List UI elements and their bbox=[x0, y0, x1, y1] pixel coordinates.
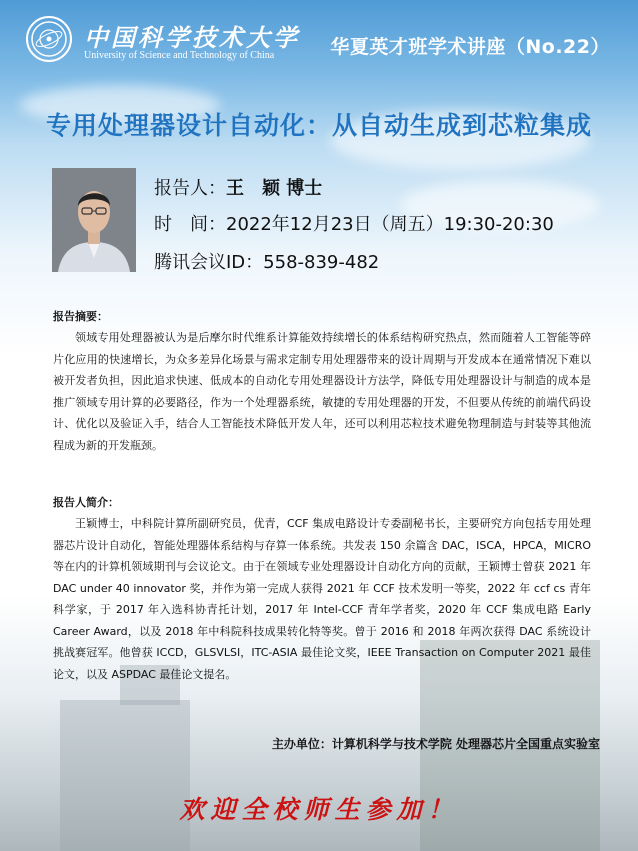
meeting-line bbox=[154, 248, 379, 274]
time-value: 2022年12月23日（周五）19:30-20:30 bbox=[226, 214, 554, 235]
header bbox=[0, 0, 638, 75]
university-name-en: University of Science and Technology of China bbox=[84, 50, 275, 61]
abstract-text: 领域专用处理器被认为是后摩尔时代维系计算能效持续增长的体系结构研究热点，然而随着人工智能等碎片化应用的快速增长，为众多差异化场景与需求定制专用处理器带来的设计周期与开发成本在通常情况下难以被开发者负担，因此追求快速、低成本的自动化专用处理器设计方法学，降低专用处理器设计与制造的成本是推广领域专用计算的必要路径，作为一个处理器系统，敏捷的专用处理器的开发，不但要从传统的前端代码设计、优化以及验证入手，结合人工智能技术降低开发人年，还可以利用芯粒技术避免物理制造与封装等其他流程成为新的开发瓶颈。 bbox=[53, 331, 591, 452]
speaker-line bbox=[154, 174, 322, 200]
bio-label: 报告人简介： bbox=[53, 496, 119, 509]
speaker-name: 王 颖 博士 bbox=[226, 178, 323, 199]
university-name-cn: 中国科学技术大学 bbox=[84, 23, 300, 52]
welcome-slogan: 欢迎全校师生参加！ bbox=[179, 795, 459, 824]
time-label: 时 间： bbox=[154, 214, 226, 235]
bio-text: 王颖博士，中科院计算所副研究员，优青，CCF 集成电路设计专委副秘书长，主要研究方向包括专用处理器芯片设计自动化，智能处理器体系结构与存算一体系统。共发表 150 余篇含 DAC，ISCA，HPCA，MICRO 等在内的计算机领域期刊与会议论文。由于在领域专业处理器设计自动化方向的贡献，王颖博士曾获 2021 年 DAC under 40 innovator 奖，并作为第一完成人获得 2021 年 CCF 技术发明一等奖，2022 年 ccf cs 青年科学家，于 2017 年入选科协青托计划，2017 年 Intel-CCF 青年学者奖，2020 年 CCF 集成电路 Early Career Award，以及 2018 年中科院科技成果转化特等奖。曾于 2016 和 2018 年两次获得 DAC 系统设计挑战赛冠军。他曾获 ICCD，GLSVLSI，ITC-ASIA 最佳论文奖，IEEE Transaction on Computer 2021 最佳论文，以及 ASPDAC 最佳论文提名。 bbox=[53, 517, 591, 681]
meeting-label: 腾讯会议ID： bbox=[154, 252, 264, 273]
lecture-series-title: 华夏英才班学术讲座（No.22） bbox=[330, 36, 610, 58]
speaker-label: 报告人： bbox=[154, 178, 226, 199]
time-line bbox=[154, 210, 554, 236]
background-building bbox=[60, 700, 190, 851]
lecture-title: 专用处理器设计自动化：从自动生成到芯粒集成 bbox=[45, 111, 592, 140]
university-emblem-icon bbox=[26, 16, 72, 62]
organizer: 主办单位：计算机科学与技术学院 处理器芯片全国重点实验室 bbox=[271, 737, 600, 751]
speaker-photo bbox=[52, 168, 136, 272]
meeting-id: 558-839-482 bbox=[263, 252, 380, 273]
abstract-label: 报告摘要： bbox=[53, 310, 108, 323]
